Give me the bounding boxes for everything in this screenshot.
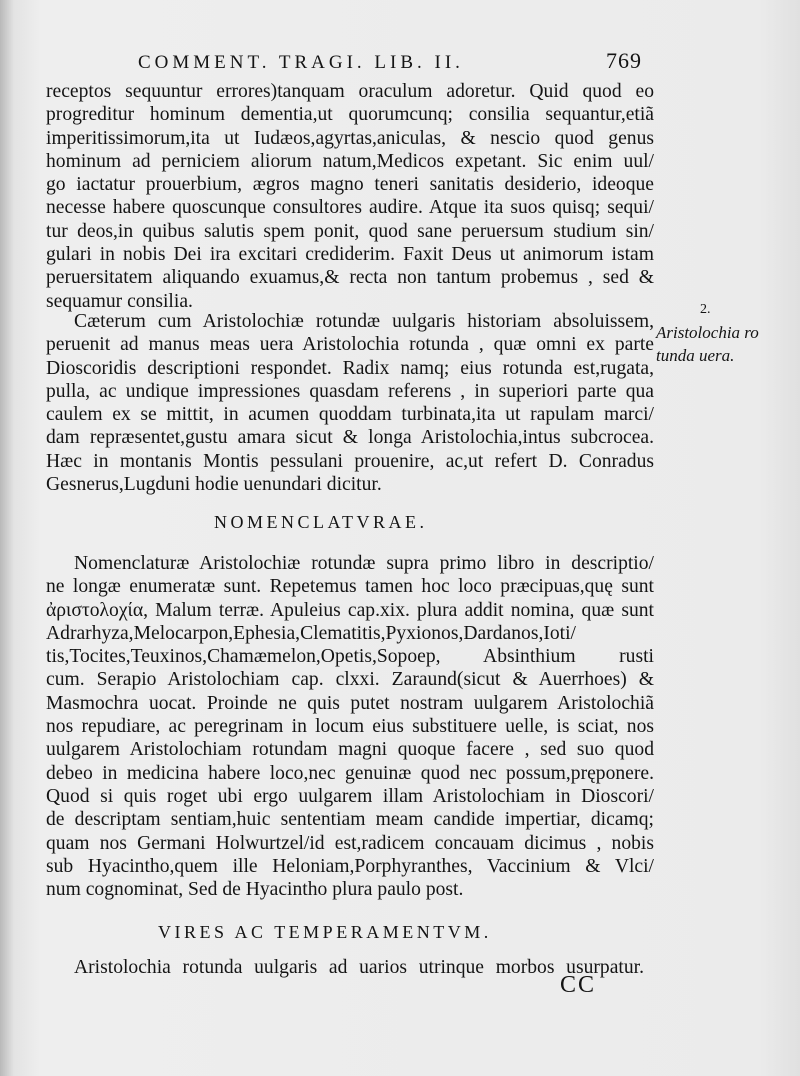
text-line: go iactatur prouerbium, ægros magno teneri sanitatis desiderio, ideoque (46, 174, 654, 196)
text-line: caulem ex se mittit, in acumen quoddam turbinata,ita ut rapulam marci/ (46, 404, 654, 426)
text-line: uulgarem Aristolochiam rotundam magni quoque facere , sed suo quod (46, 739, 654, 761)
paragraph-1 (46, 80, 654, 313)
text-line: hominum ad perniciem aliorum natum,Medicos expetant. Sic enim uul/ (46, 150, 654, 172)
text-line: quam nos Germani Holwurtzel/id est,radicem concauam dicimus , nobis (46, 832, 654, 854)
text-line: Masmochra uocat. Proinde ne quis putet nostram uulgarem Aristolochiã (46, 692, 654, 714)
text-line: peruersitatem aliquando exuamus,& recta non tantum probemus , sed & (46, 267, 654, 289)
text-line: tis,Tocites,Teuxinos,Chamæmelon,Opetis,Sopoep, Absinthium rusti (46, 646, 654, 668)
text-line: ἀριστολοχία, Malum terræ. Apuleius cap.xix. plura addit nomina, quæ sunt (46, 599, 654, 621)
marginal-note-number: 2. (700, 302, 711, 317)
text-line: ne longæ enumeratæ sunt. Repetemus tamen hoc loco præcipuas,quę sunt (46, 576, 654, 598)
text-line: Cæterum cum Aristolochiæ rotundæ uulgaris historiam absoluissem, (74, 311, 654, 332)
text-line: dam repræsentet,gustu amara sicut & longa Aristolochia,intus subcrocea. (46, 427, 654, 449)
text-line: receptos sequuntur errores)tanquam oraculum adoretur. Quid quod eo (46, 81, 654, 102)
marginal-note-line: tunda uera. (656, 346, 735, 365)
text-line: Quod si quis roget ubi ergo uulgarem illam Aristolochiam in Dioscori/ (46, 785, 654, 807)
text-line: Hæc in montanis Montis pessulani prouenire, ac,ut refert D. Conradus (46, 450, 654, 472)
text-line: Nomenclaturæ Aristolochiæ rotundæ supra primo libro in descriptio/ (74, 553, 654, 574)
text-line: Gesnerus,Lugduni hodie uenundari dicitur. (46, 474, 382, 496)
signature-mark: CC (560, 972, 597, 998)
text-line: cum. Serapio Aristolochiam cap. clxxi. Zaraund(sicut & Auerrhoes) & (46, 669, 654, 691)
text-line: tur deos,in quibus salutis spem ponit, quod sane peruersum studium sin/ (46, 220, 654, 242)
text-line: nos repudiare, ac peregrinam in locum eius substituere uelle, is sciat, nos (46, 716, 654, 738)
text-line: Dioscoridis descriptioni respondet. Radix namq; eius rotunda est,rugata, (46, 357, 654, 379)
text-line: peruenit ad manus meas uera Aristolochia rotunda , quæ omni ex parte (46, 334, 654, 356)
text-line: Adrarhyza,Melocarpon,Ephesia,Clematitis,Pyxionos,Dardanos,Ioti/ (46, 622, 576, 644)
text-line: Aristolochia rotunda uulgaris ad uarios utrinque morbos usurpatur. (74, 957, 644, 978)
text-line: necesse habere quoscunque consultores audire. Atque ita suos quisq; sequi/ (46, 197, 654, 219)
running-header (138, 48, 642, 74)
text-line: pulla, ac undique impressiones quasdam referens , in superiori parte qua (46, 380, 654, 402)
folio-number: 769 (606, 48, 642, 73)
text-line: debeo in medicina habere loco,nec genuinæ quod nec possum,pręponere. (46, 762, 654, 784)
text-line: imperitissimorum,ita ut Iudæos,agyrtas,aniculas, & nescio quod genus (46, 127, 654, 149)
text-line: num cognominat, Sed de Hyacintho plura paulo post. (46, 879, 464, 901)
text-line: progreditur hominum dementia,ut quorumcunq; consilia sequantur,etiã (46, 104, 654, 126)
marginal-note (656, 298, 796, 367)
text-line: sub Hyacintho,quem ille Heloniam,Porphyranthes, Vaccinium & Vlci/ (46, 855, 654, 877)
running-title: COMMENT. TRAGI. LIB. II. (138, 52, 464, 73)
text-line: gulari in nobis Dei ira excitari crediderim. Faxit Deus ut animorum istam (46, 244, 654, 266)
marginal-note-line: Aristolochia ro (656, 323, 759, 342)
section-heading-vires: VIRES AC TEMPERAMENTVM. (158, 922, 492, 942)
paragraph-2 (46, 310, 654, 496)
paragraph-3 (46, 552, 654, 901)
text-line: sequamur consilia. (46, 290, 193, 312)
text-line: de descriptam sentiam,huic sententiam meam candide impertiar, dicamq; (46, 809, 654, 831)
paragraph-4 (74, 956, 644, 979)
section-heading-nomenclaturae: NOMENCLATVRAE. (214, 512, 428, 532)
